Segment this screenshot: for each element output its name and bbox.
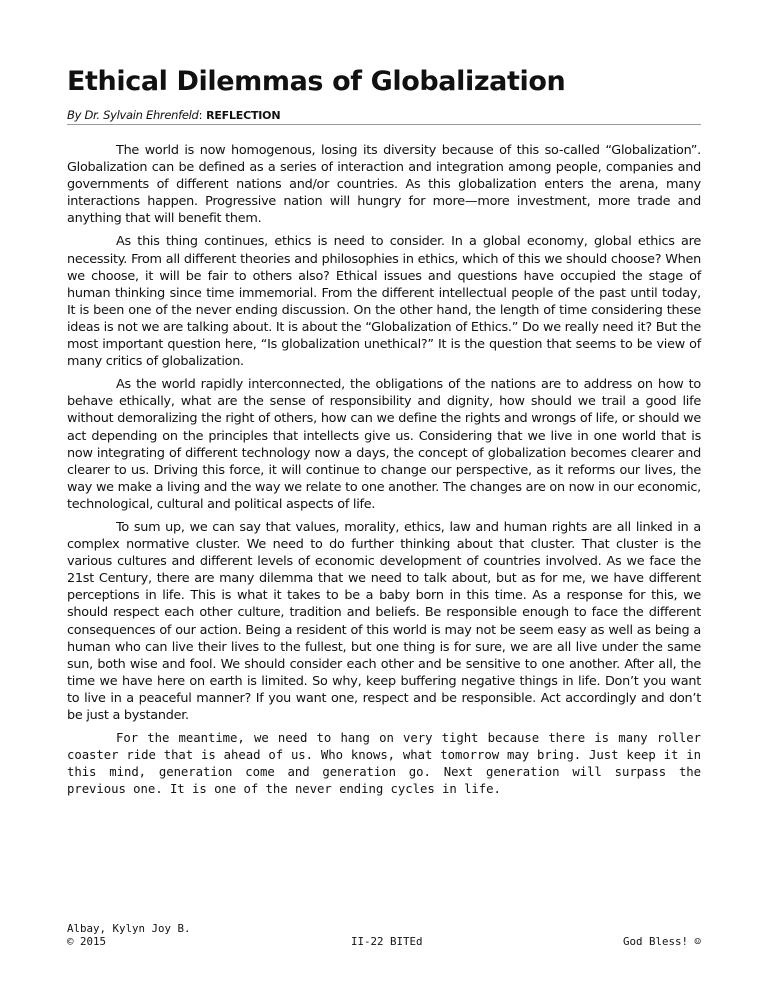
document-page: [67, 0, 701, 994]
byline-separator: :: [198, 108, 203, 122]
page-footer: [67, 922, 701, 948]
document-title: Ethical Dilemmas of Globalization: [67, 66, 566, 97]
footer-row-author: [67, 922, 701, 935]
article-body: [67, 142, 701, 804]
section-label: REFLECTION: [206, 109, 281, 122]
footer-course: II-22 BITEd: [351, 935, 423, 948]
footer-blessing: God Bless! ☺: [622, 935, 701, 948]
paragraph-5: For the meantime, we need to hang on very tight because there is many roller coaster ride that is ahead of us. Who knows, what tomorrow may bring. Just keep it in this mind, generation come and generation go. Next generation will surpass the previous one. It is one of the never ending cycles in life.: [67, 731, 701, 797]
footer-author: Albay, Kylyn Joy B.: [67, 922, 191, 935]
byline: [67, 108, 701, 125]
paragraph-3: As the world rapidly interconnected, the obligations of the nations are to address on how to behave ethically, what are the sense of responsibility and dignity, how should we trail a good life without demoralizing the right of others, how can we define the rights and wrongs of life, or should we act depending on the principles that intellects give us. Considering that we live in one world that is now integrating of different technology now a days, the concept of globalization becomes clearer and clearer to us. Driving this force, it will continue to change our perspective, as it reforms our lives, the way we make a living and the way we relate to one another. The changes are on now in our economic, technological, cultural and political aspects of life.: [67, 377, 701, 512]
paragraph-2: As this thing continues, ethics is need to consider. In a global economy, global ethics are necessity. From all different theories and philosophies in ethics, which of this we should choose? When we choose, it will be fair to others also? Ethical issues and questions have occupied the stage of human thinking since time immemorial. From the different intellectual people of the past until today, It is been one of the never ending discussion. On the other hand, the length of time considering these ideas is not we are talking about. It is about the “Globalization of Ethics.” Do we really need it? But the most important question here, “Is globalization unethical?” It is the question that seems to be view of many critics of globalization.: [67, 234, 701, 370]
byline-author: By Dr. Sylvain Ehrenfeld: [67, 108, 199, 122]
footer-copyright: © 2015: [67, 935, 107, 948]
paragraph-4: To sum up, we can say that values, morality, ethics, law and human rights are all linked in a complex normative cluster. We need to do further thinking about that cluster. That cluster is the various cultures and different levels of economic development of countries involved. As we face the 21st Century, there are many dilemma that we need to talk about, but as for me, we have different perceptions in life. This is what it takes to be a baby born in this time. As a response for this, we should respect each other culture, tradition and beliefs. Be responsible enough to face the different consequences of our action. Being a resident of this world is may not be seem easy as well as being a human who can live their lives to the fullest, but one thing is for sure, we are all live under the same sun, both wise and fool. We should consider each other and be sensitive to one another. After all, the time we have here on earth is limited. So why, keep buffering negative things in life. Don’t you want to live in a peaceful manner? If you want one, respect and be responsible. Act accordingly and don’t be just a bystander.: [67, 519, 701, 723]
footer-row-info: [67, 935, 701, 948]
paragraph-1: The world is now homogenous, losing its diversity because of this so-called “Globalization”. Globalization can be defined as a series of interaction and integration among people, companies and governments of different nations and/or countries. As this globalization enters the arena, many interactions happen. Progressive nation will hungry for more—more investment, more trade and anything that will benefit them.: [67, 143, 701, 227]
